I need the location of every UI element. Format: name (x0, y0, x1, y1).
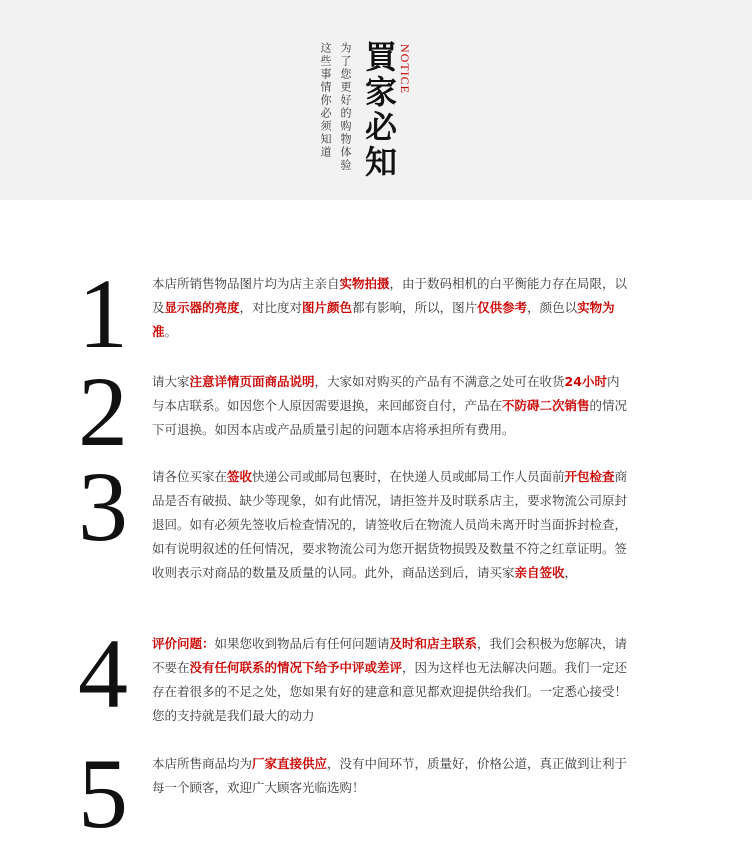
item-text (152, 752, 630, 800)
item-number: 5 (78, 738, 128, 849)
highlight-text: 开包检查 (564, 469, 615, 484)
item-number: 2 (78, 356, 128, 467)
item-number: 4 (78, 618, 128, 729)
body-text: ，颜色以 (527, 300, 578, 315)
body-text: 的情况下可退换。如因本店或产品质量引起的问题本店将承担所有费用。 (152, 398, 628, 437)
body-text: 如果您收到物品后有任何问题请 (214, 636, 390, 651)
body-text: ，因为这样也无法解决问题。我们一定还存在着很多的不足之处，您如果有好的建意和意见都欢迎提供给我们。一定悉心接受！您的支持就是我们最大的动力 (152, 660, 628, 723)
highlight-text: 及时和店主联系 (389, 636, 478, 651)
highlight-text: 实物拍摄 (339, 276, 390, 291)
page-title: 買家必知 (360, 40, 398, 180)
highlight-text: 没有任何联系的情况下给予中评或差评 (189, 660, 403, 675)
body-text: ，我们会积极为您解决，请不要在 (152, 636, 628, 675)
body-text: ，由于数码相机的白平衡能力存在局限，以及 (152, 276, 628, 315)
highlight-text: 签收 (227, 469, 253, 484)
highlight-text: 仅供参考 (477, 300, 528, 315)
body-text: ，没有中间环节，质量好，价格公道，真正做到让利于每一个顾客，欢迎广大顾客光临选购！ (152, 756, 628, 795)
header-english-label: NOTICE (398, 44, 412, 94)
highlight-text: 注意详情页面商品说明 (189, 374, 315, 389)
body-text: 请大家 (152, 374, 190, 389)
body-text: ， (564, 565, 578, 580)
highlight-text: 亲自签收 (514, 565, 565, 580)
item-text (152, 370, 630, 442)
highlight-text: 厂家直接供应 (252, 756, 328, 771)
item-text (152, 465, 630, 585)
highlight-text: 图片颜色 (302, 300, 353, 315)
item-number: 1 (78, 258, 128, 369)
highlight-text: 显示器的亮度 (164, 300, 240, 315)
header-subtitle-1: 为了您更好的购物体验 (339, 42, 352, 172)
body-text: ，对比度对 (239, 300, 303, 315)
body-text: 本店所售商品均为 (152, 756, 253, 771)
highlight-text: 实物为准 (152, 300, 615, 339)
body-text: 商品是否有破损、缺少等现象，如有此情况，请拒签并及时联系店主，要求物流公司原封退回。如有必须先签收后检查情况的，请签收后在物流人员尚未离开时当面拆封检查，如有说明叙述的任何情况，要求物流公司为您开据货物损毁及数量不符之红章证明。签收则表示对商品的数量及质量的认同。此外，商品送到后，请买家 (152, 469, 628, 580)
highlight-text: 不防碍二次销售 (502, 398, 590, 413)
body-text: 内与本店联系。如因您个人原因需要退换，来回邮资自付，产品在 (152, 374, 620, 413)
body-text: 都有影响，所以，图片 (352, 300, 478, 315)
header-subtitle-2: 这些事情你必须知道 (319, 42, 332, 159)
body-text: ，大家如对购买的产品有不满意之处可在收货 (314, 374, 565, 389)
body-text: 。 (164, 324, 178, 339)
body-text: 本店所销售物品图片均为店主亲自 (152, 276, 340, 291)
highlight-text: 24小时 (564, 374, 607, 389)
body-text: 快递公司或邮局包裹时，在快递人员或邮局工作人员面前 (252, 469, 565, 484)
item-text (152, 632, 630, 728)
item-number: 3 (78, 451, 128, 562)
item-text (152, 272, 630, 344)
body-text: 请各位买家在 (152, 469, 228, 484)
highlight-text: 评价问题： (152, 636, 215, 651)
